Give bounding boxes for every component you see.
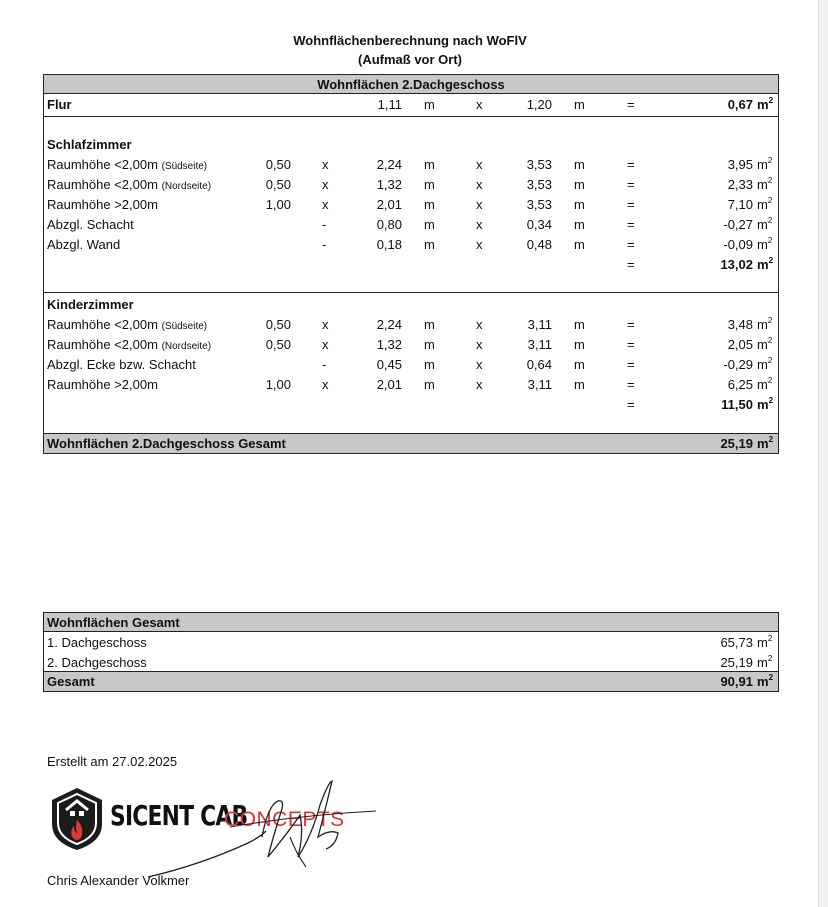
summary-title: Wohnflächen Gesamt: [47, 615, 180, 630]
schlafzimmer-title: Schlafzimmer: [47, 137, 132, 152]
kinderzimmer-row-unit-a: m: [424, 357, 435, 372]
kinderzimmer-row-times: x: [476, 317, 483, 332]
section-total-label: Wohnflächen 2.Dachgeschoss Gesamt: [47, 436, 286, 451]
flur-a: 1,11: [377, 97, 402, 112]
schlafzimmer-row-unit-sqm: $m^2$: [757, 216, 773, 232]
schlafzimmer-row-a: 1,32: [376, 177, 402, 192]
logo-sub-text: CONCEPTS: [224, 808, 345, 831]
schlafzimmer-row-unit-b: m: [574, 197, 585, 212]
kinderzimmer-row-times: x: [476, 357, 483, 372]
kinderzimmer-row-unit-b: m: [574, 377, 585, 392]
schlafzimmer-row-unit-a: m: [424, 217, 435, 232]
kinderzimmer-row-a: 1,32: [376, 337, 402, 352]
summary-row-1-label: 1. Dachgeschoss: [47, 635, 147, 650]
kinderzimmer-row-operator: x: [322, 377, 329, 392]
kinderzimmer-row-result: 6,25: [727, 377, 753, 392]
summary-total-band: [44, 671, 778, 691]
kinderzimmer-row-b: 3,11: [527, 377, 552, 392]
schlafzimmer-row-b: 3,53: [526, 157, 552, 172]
created-date: Erstellt am 27.02.2025: [47, 754, 178, 769]
kinderzimmer-row-b: 3,11: [527, 317, 552, 332]
kinderzimmer-row-b: 0,64: [526, 357, 552, 372]
schlafzimmer-row-unit-a: m: [424, 237, 435, 252]
kinderzimmer-row-result: 3,48: [727, 317, 753, 332]
kinderzimmer-title: Kinderzimmer: [47, 297, 134, 312]
schlafzimmer-row-factor: 0,50: [265, 157, 291, 172]
schlafzimmer-total-unit: $m^2$: [757, 256, 774, 272]
handwritten-signature: [140, 775, 390, 885]
schlafzimmer-row-times: x: [476, 157, 483, 172]
flur-b: 1,20: [526, 97, 552, 112]
schlafzimmer-row-a: 2,01: [376, 197, 402, 212]
schlafzimmer-row-b: 0,48: [526, 237, 552, 252]
kinderzimmer-row-b: 3,11: [527, 337, 552, 352]
schlafzimmer-row-b: 3,53: [526, 177, 552, 192]
kinderzimmer-row-factor: 1,00: [265, 377, 291, 392]
kinderzimmer-row-a: 2,24: [376, 317, 402, 332]
schlafzimmer-row-unit-a: m: [424, 177, 435, 192]
schlafzimmer-row-unit-sqm: $m^2$: [757, 236, 773, 252]
schlafzimmer-row-operator: x: [322, 197, 329, 212]
schlafzimmer-row-times: x: [476, 177, 483, 192]
kinderzimmer-row-unit-sqm: $m^2$: [757, 356, 773, 372]
schlafzimmer-row-b: 3,53: [526, 197, 552, 212]
kinderzimmer-row-unit-sqm: $m^2$: [757, 336, 773, 352]
kinderzimmer-row-result: -0,29: [723, 357, 753, 372]
schlafzimmer-row-unit-sqm: $m^2$: [757, 156, 773, 172]
kinderzimmer-total-equals: =: [627, 397, 635, 412]
summary-total-unit: $m^2$: [757, 673, 774, 689]
divider-flur: [44, 116, 778, 117]
summary-row-2-value: 25,19: [720, 655, 753, 670]
kinderzimmer-row-operator: x: [322, 317, 329, 332]
schlafzimmer-row-result: 7,10: [727, 197, 753, 212]
schlafzimmer-row-equals: =: [627, 237, 635, 252]
schlafzimmer-row-equals: =: [627, 217, 635, 232]
schlafzimmer-row-factor: 0,50: [265, 177, 291, 192]
kinderzimmer-row-unit-a: m: [424, 317, 435, 332]
kinderzimmer-row-unit-sqm: $m^2$: [757, 376, 773, 392]
schlafzimmer-row-a: 2,24: [376, 157, 402, 172]
flur-unit-a: m: [424, 97, 435, 112]
kinderzimmer-row-unit-b: m: [574, 317, 585, 332]
flur-times: x: [476, 97, 483, 112]
summary-row-2-label: 2. Dachgeschoss: [47, 655, 147, 670]
schlafzimmer-total-equals: =: [627, 257, 635, 272]
kinderzimmer-row-times: x: [476, 337, 483, 352]
kinderzimmer-row-label: Abzgl. Ecke bzw. Schacht: [47, 357, 196, 372]
kinderzimmer-row-note: (Südseite): [161, 321, 208, 332]
kinderzimmer-row-times: x: [476, 377, 483, 392]
schlafzimmer-total: 13,02: [720, 257, 753, 272]
schlafzimmer-row-label: Raumhöhe <2,00m (Südseite): [47, 157, 208, 172]
logo-main-text: SICENT CAB: [110, 799, 248, 832]
kinderzimmer-row-unit-sqm: $m^2$: [757, 316, 773, 332]
kinderzimmer-row-unit-a: m: [424, 337, 435, 352]
kinderzimmer-row-unit-b: m: [574, 337, 585, 352]
kinderzimmer-row-unit-b: m: [574, 357, 585, 372]
schlafzimmer-row-note: (Südseite): [161, 161, 208, 172]
section-table: [43, 74, 779, 454]
schlafzimmer-row-label: Abzgl. Wand: [47, 237, 121, 252]
schlafzimmer-row-times: x: [476, 237, 483, 252]
schlafzimmer-row-operator: -: [322, 217, 327, 232]
flur-label: Flur: [47, 97, 72, 112]
schlafzimmer-row-times: x: [476, 217, 483, 232]
schlafzimmer-row-result: -0,09: [723, 237, 753, 252]
kinderzimmer-row-factor: 0,50: [265, 337, 291, 352]
schlafzimmer-row-times: x: [476, 197, 483, 212]
kinderzimmer-total: 11,50: [721, 397, 753, 412]
schlafzimmer-row-unit-b: m: [574, 157, 585, 172]
kinderzimmer-total-unit: $m^2$: [757, 396, 774, 412]
divider-schlafzimmer: [44, 292, 778, 293]
schlafzimmer-row-note: (Nordseite): [161, 181, 212, 192]
schlafzimmer-row-operator: x: [322, 177, 329, 192]
schlafzimmer-row-result: -0,27: [723, 217, 753, 232]
flur-result: 0,67: [727, 97, 753, 112]
schlafzimmer-row-a: 0,80: [376, 217, 402, 232]
kinderzimmer-row-equals: =: [627, 377, 635, 392]
document-title: Wohnflächenberechnung nach WoFlV: [293, 33, 527, 48]
schlafzimmer-row-equals: =: [627, 177, 635, 192]
section-total-unit: $m^2$: [757, 435, 774, 451]
schlafzimmer-row-operator: -: [322, 237, 327, 252]
schlafzimmer-row-unit-b: m: [574, 237, 585, 252]
schlafzimmer-row-unit-a: m: [424, 157, 435, 172]
schlafzimmer-row-operator: x: [322, 157, 329, 172]
schlafzimmer-row-equals: =: [627, 157, 635, 172]
kinderzimmer-row-label: Raumhöhe <2,00m (Südseite): [47, 317, 208, 332]
summary-row-1-unit: $m^2$: [757, 634, 773, 650]
schlafzimmer-row-unit-sqm: $m^2$: [757, 196, 773, 212]
summary-total-label: Gesamt: [47, 674, 95, 689]
kinderzimmer-row-equals: =: [627, 317, 635, 332]
summary-row-2-unit: $m^2$: [757, 654, 773, 670]
kinderzimmer-row-note: (Nordseite): [161, 341, 212, 352]
kinderzimmer-row-factor: 0,50: [265, 317, 291, 332]
kinderzimmer-row-equals: =: [627, 337, 635, 352]
kinderzimmer-row-result: 2,05: [727, 337, 753, 352]
signer-name: Chris Alexander Volkmer: [47, 873, 190, 888]
kinderzimmer-row-operator: x: [322, 337, 329, 352]
schlafzimmer-row-a: 0,18: [376, 237, 402, 252]
schlafzimmer-row-result: 2,33: [727, 177, 753, 192]
kinderzimmer-row-label: Raumhöhe >2,00m: [47, 377, 158, 392]
document-subtitle: (Aufmaß vor Ort): [358, 52, 462, 67]
summary-row-1-value: 65,73: [720, 635, 753, 650]
schlafzimmer-row-b: 0,34: [526, 217, 552, 232]
company-logo-shield-icon: [50, 786, 104, 852]
schlafzimmer-row-unit-sqm: $m^2$: [757, 176, 773, 192]
schlafzimmer-row-label: Abzgl. Schacht: [47, 217, 134, 232]
schlafzimmer-row-equals: =: [627, 197, 635, 212]
section-total-value: 25,19: [720, 436, 753, 451]
schlafzimmer-row-unit-b: m: [574, 217, 585, 232]
flur-equals: =: [627, 97, 635, 112]
kinderzimmer-row-a: 2,01: [376, 377, 402, 392]
kinderzimmer-row-a: 0,45: [376, 357, 402, 372]
schlafzimmer-row-label: Raumhöhe <2,00m (Nordseite): [47, 177, 212, 192]
kinderzimmer-row-label: Raumhöhe <2,00m (Nordseite): [47, 337, 212, 352]
schlafzimmer-row-unit-b: m: [574, 177, 585, 192]
page-edge-shadow: [818, 0, 828, 907]
summary-total-value: 90,91: [720, 674, 753, 689]
schlafzimmer-row-unit-a: m: [424, 197, 435, 212]
schlafzimmer-row-result: 3,95: [727, 157, 753, 172]
flur-unit-b: m: [574, 97, 585, 112]
kinderzimmer-row-unit-a: m: [424, 377, 435, 392]
flur-unit-sqm: $m^2$: [757, 96, 774, 112]
section-title: Wohnflächen 2.Dachgeschoss: [317, 77, 505, 92]
schlafzimmer-row-label: Raumhöhe >2,00m: [47, 197, 158, 212]
kinderzimmer-row-equals: =: [627, 357, 635, 372]
kinderzimmer-row-operator: -: [322, 357, 327, 372]
schlafzimmer-row-factor: 1,00: [265, 197, 291, 212]
